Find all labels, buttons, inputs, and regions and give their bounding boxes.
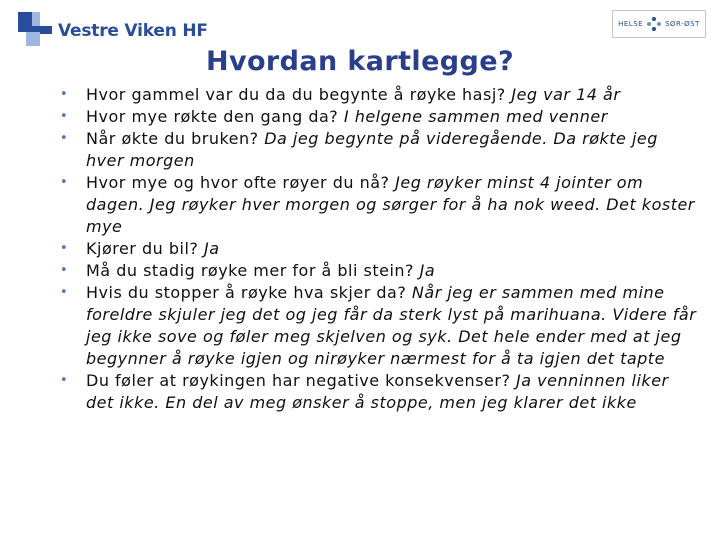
question-text: Hvor mye røkte den gang da?	[86, 107, 344, 126]
page-title: Hvordan kartlegge?	[205, 46, 515, 77]
org-name-right-b: SØR-ØST	[665, 20, 700, 28]
question-text: Kjører du bil?	[86, 239, 204, 258]
list-item	[60, 172, 700, 238]
bullet-icon: •	[60, 285, 69, 300]
list-item	[60, 84, 700, 106]
list-item	[60, 282, 700, 370]
bullet-icon: •	[60, 131, 69, 146]
org-name-left: Vestre Viken HF	[58, 21, 208, 41]
bullet-icon: •	[60, 241, 69, 256]
list-item	[60, 238, 700, 260]
bullet-icon: •	[60, 373, 69, 388]
bullet-icon: •	[60, 87, 69, 102]
question-text: Du føler at røykingen har negative konsekvenser?	[86, 371, 517, 390]
answer-text: I helgene sammen med venner	[343, 107, 608, 126]
org-name-right-a: HELSE	[618, 20, 644, 28]
answer-text: Da jeg begynte på videregående. Da røkte jeg hver morgen	[86, 129, 658, 170]
helse-sor-ost-logo	[612, 10, 706, 38]
answer-text: Ja	[419, 261, 436, 280]
answer-text: Ja	[203, 239, 220, 258]
question-text: Hvor gammel var du da du begynte å røyke hasj?	[86, 85, 512, 104]
question-text: Hvor mye og hvor ofte røyer du nå?	[86, 173, 396, 192]
answer-text: Ja venninnen liker det ikke. En del av meg ønsker å stoppe, men jeg klarer det ikke	[86, 371, 669, 412]
helse-dots-icon	[647, 17, 661, 31]
bullet-icon: •	[60, 175, 69, 190]
bullet-icon: •	[60, 109, 69, 124]
vestre-viken-logo	[18, 12, 208, 46]
answer-text: Jeg var 14 år	[511, 85, 621, 104]
list-item	[60, 260, 700, 282]
question-text: Hvis du stopper å røyke hva skjer da?	[86, 283, 412, 302]
answer-text: Jeg røyker minst 4 jointer om dagen. Jeg røyker hver morgen og sørger for å ha nok weed. Det koster mye	[86, 173, 695, 236]
question-text: Må du stadig røyke mer for å bli stein?	[86, 261, 420, 280]
list-item	[60, 370, 700, 414]
list-item	[60, 106, 700, 128]
list-item	[60, 128, 700, 172]
bullet-icon: •	[60, 263, 69, 278]
question-list	[60, 84, 700, 414]
answer-text: Når jeg er sammen med mine foreldre skjuler jeg det og jeg får da sterk lyst på marihuana. Videre får jeg ikke sove og føler meg skjelven og syk. Det hele ender med at jeg begynner å røyke igjen og nirøyker nærmest for å ta igjen det tapte	[86, 283, 697, 368]
vestre-viken-mark-icon	[18, 12, 52, 46]
question-text: Når økte du bruken?	[86, 129, 265, 148]
